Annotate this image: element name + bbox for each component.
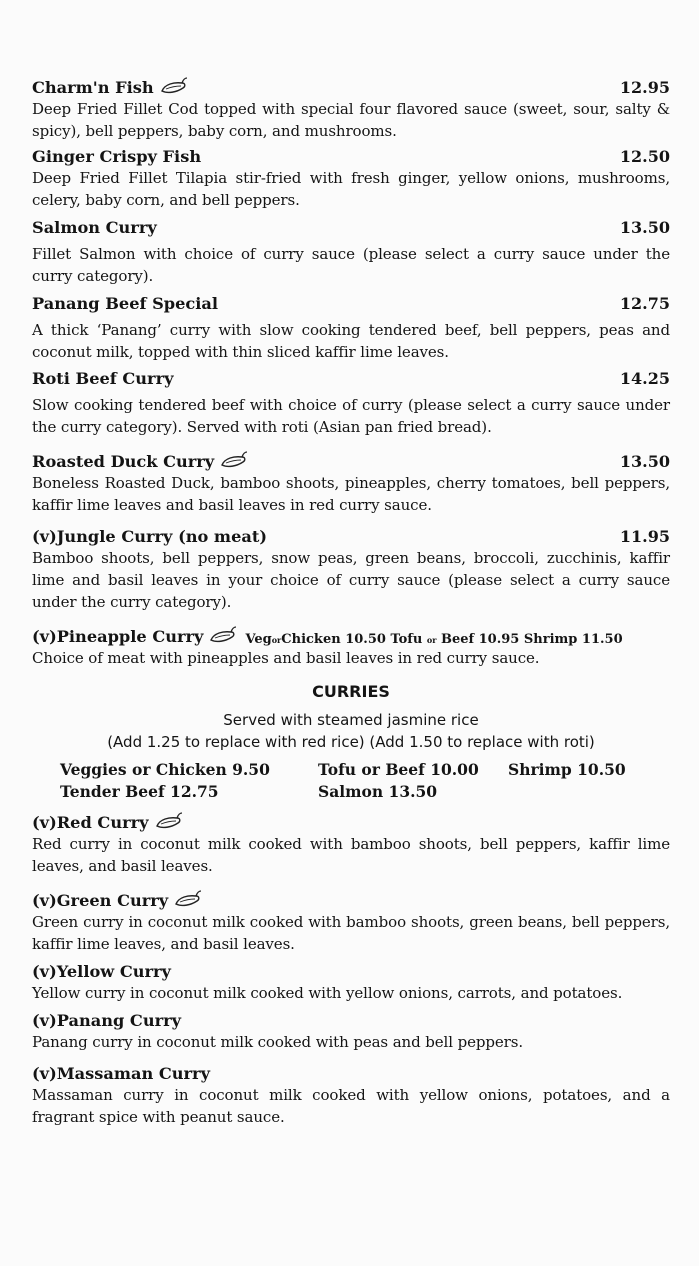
item-price: 12.95: [619, 78, 670, 97]
item-name: Salmon Curry: [32, 218, 157, 237]
menu-item-salmon-curry: [32, 217, 670, 287]
item-name: (v)Panang Curry: [32, 1011, 182, 1030]
item-name: Roti Beef Curry: [32, 369, 174, 388]
menu-item-red-curry: [32, 811, 670, 877]
item-name: Panang Beef Special: [32, 294, 219, 313]
menu-item-charmn-fish: [32, 76, 670, 142]
item-name: (v)Massaman Curry: [32, 1064, 210, 1083]
item-description: Boneless Roasted Duck, bamboo shoots, pineapples, cherry tomatoes, bell peppers, kaffir lime leaves and basil leaves in red curry sauce.: [32, 474, 670, 514]
item-price: 13.50: [619, 218, 670, 237]
item-description: Massaman curry in coconut milk cooked with yellow onions, potatoes, and a fragrant spice with peanut sauce.: [32, 1086, 670, 1126]
item-description: Panang curry in coconut milk cooked with peas and bell peppers.: [32, 1033, 524, 1051]
item-price: 11.95: [619, 527, 670, 546]
item-name: (v)Yellow Curry: [32, 962, 171, 981]
item-description: Bamboo shoots, bell peppers, snow peas, green beans, broccoli, zucchinis, kaffir lime and basil leaves in your choice of curry sauce (please select a curry sauce under the curry category).: [32, 549, 670, 611]
item-description: Yellow curry in coconut milk cooked with yellow onions, carrots, and potatoes.: [32, 984, 623, 1002]
item-description: Fillet Salmon with choice of curry sauce (please select a curry sauce under the curry category).: [32, 245, 670, 285]
item-name: Charm'n Fish: [32, 78, 154, 97]
menu-item-yellow-curry: [32, 961, 670, 1004]
section-title: CURRIES: [312, 682, 390, 701]
item-name: (v)Red Curry: [32, 813, 149, 832]
menu-item-roasted-duck-curry: [32, 450, 670, 516]
item-description: Choice of meat with pineapples and basil leaves in red curry sauce.: [32, 649, 540, 667]
section-subtitle: Served with steamed jasmine rice: [223, 711, 479, 729]
menu-page: [32, 72, 670, 1128]
item-name: (v)Jungle Curry (no meat): [32, 527, 267, 546]
menu-item-panang-beef-special: [32, 293, 670, 363]
chili-pepper-icon: [158, 76, 188, 98]
item-price: 14.25: [619, 369, 670, 388]
menu-item-pineapple-curry: [32, 625, 670, 669]
menu-item-ginger-crispy-fish: [32, 146, 670, 211]
item-description: Deep Fried Fillet Cod topped with special four flavored sauce (sweet, sour, salty & spicy), bell peppers, baby corn, and mushrooms.: [32, 100, 670, 140]
chili-pepper-icon: [218, 450, 248, 472]
item-price: 13.50: [619, 452, 670, 471]
menu-item-jungle-curry: [32, 526, 670, 613]
chili-pepper-icon: [172, 889, 202, 911]
item-name: Ginger Crispy Fish: [32, 147, 202, 166]
price-option: Salmon 13.50: [318, 782, 438, 801]
chili-pepper-icon: [153, 811, 183, 833]
item-price: 12.75: [619, 294, 670, 313]
section-note: (Add 1.25 to replace with red rice) (Add 1.50 to replace with roti): [107, 733, 595, 751]
menu-item-roti-beef-curry: [32, 368, 670, 438]
item-description: Red curry in coconut milk cooked with bamboo shoots, bell peppers, kaffir lime leaves, and basil leaves.: [32, 835, 670, 875]
menu-item-massaman-curry: [32, 1063, 670, 1128]
item-description: A thick ‘Panang’ curry with slow cooking tendered beef, bell peppers, peas and coconut milk, topped with thin sliced kaffir lime leaves.: [32, 321, 670, 361]
item-name: (v)Green Curry: [32, 891, 169, 910]
item-price: 12.50: [619, 147, 670, 166]
item-description: Green curry in coconut milk cooked with bamboo shoots, green beans, bell peppers, kaffir lime leaves, and basil leaves.: [32, 913, 670, 953]
price-option: Veggies or Chicken 9.50: [60, 760, 270, 779]
price-options: VegorChicken 10.50 Tofu or Beef 10.95 Shrimp 11.50: [245, 632, 623, 647]
price-option: Tender Beef 12.75: [60, 782, 219, 801]
price-option: Shrimp 10.50: [508, 760, 626, 779]
menu-item-green-curry: [32, 889, 670, 955]
item-name: Roasted Duck Curry: [32, 452, 215, 471]
item-description: Deep Fried Fillet Tilapia stir-fried with fresh ginger, yellow onions, mushrooms, celery, baby corn, and bell peppers.: [32, 169, 670, 209]
item-name: (v)Pineapple Curry: [32, 627, 204, 646]
menu-item-panang-curry: [32, 1010, 670, 1053]
price-option: Tofu or Beef 10.00: [318, 760, 479, 779]
item-description: Slow cooking tendered beef with choice of curry (please select a curry sauce under the curry category). Served with roti (Asian pan fried bread).: [32, 396, 670, 436]
curry-price-table: [60, 759, 670, 803]
chili-pepper-icon: [207, 625, 237, 647]
